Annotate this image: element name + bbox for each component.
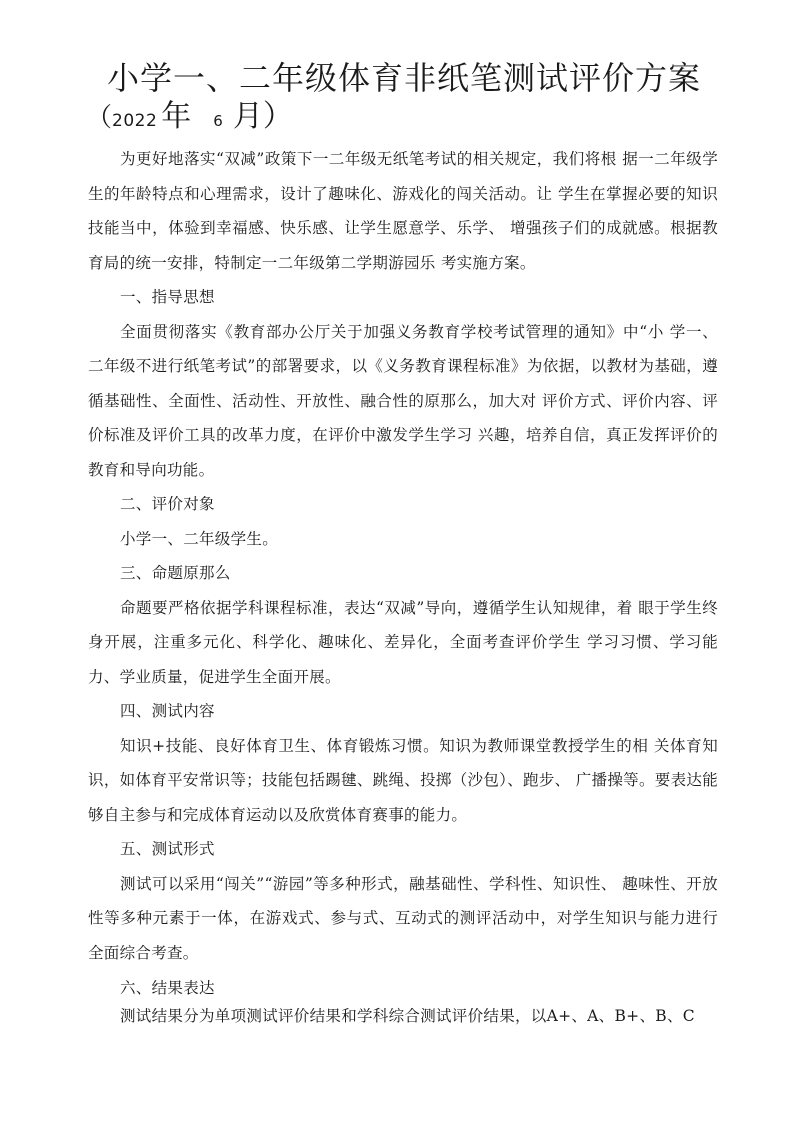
document-title: 小学一、二年级体育非纸笔测试评价方案 <box>107 59 702 97</box>
section-heading: 五、测试形式 <box>120 840 215 858</box>
intro-paragraph: 为更好地落实“双减”政策下一二年级无纸笔考试的相关规定，我们将根 据一二年级学生的年龄特点和心理需求，设计了趣味化、游戏化的闯关活动。让 学生在掌握必要的知识技能当中，体验到幸福感、快乐感、让学生愿意学、乐学、 增强孩子们的成就感。根据教育局的统一安排，特制定一二年级第二学期游园乐 考实施方案。 <box>88 150 718 272</box>
document-body <box>88 142 718 1030</box>
document-date <box>86 99 297 139</box>
section-heading: 三、命题原那么 <box>120 564 231 582</box>
section-paragraph: 全面贯彻落实《教育部办公厅关于加强义务教育学校考试管理的通知》中“小 学一、二年级不进行纸笔考试”的部署要求，以《义务教育课程标准》为依据，以教材为基础，遵循基础性、全面性、活动性、开放性、融合性的原那么，加大对 评价方式、评价内容、评价标准及评价工具的改革力度，在评价中激发学生学习 兴趣，培养自信，真正发挥评价的教育和导向功能。 <box>88 322 718 479</box>
section-heading: 二、评价对象 <box>120 495 215 513</box>
section-paragraph: 测试结果分为单项测试评价结果和学科综合测试评价结果，以A+、A、B+、B、C <box>120 1007 695 1025</box>
section-heading: 四、测试内容 <box>120 702 215 720</box>
date-month: 6 <box>213 112 223 130</box>
date-month-char: 月） <box>232 99 293 134</box>
section-paragraph: 小学一、二年级学生。 <box>120 529 279 548</box>
section-heading: 六、结果表达 <box>120 979 215 997</box>
section-heading: 一、指导思想 <box>120 288 215 306</box>
date-year: 2022 <box>112 111 158 131</box>
date-open-paren: （ <box>86 103 113 133</box>
section-paragraph: 命题要严格依据学科课程标准，表达“双减”导向，遵循学生认知规律，着 眼于学生终身开展，注重多元化、科学化、趣味化、差异化，全面考查评价学生 学习习惯、学习能力、学业质量，促进学生全面开展。 <box>88 598 718 686</box>
section-paragraph: 测试可以采用“闯关”“游园”等多种形式，融基础性、学科性、知识性、 趣味性、开放性等多种元素于一体，在游戏式、参与式、互动式的测评活动中，对学生知识与能力进行全面综合考查。 <box>88 874 718 962</box>
date-year-char: 年 <box>161 99 192 134</box>
section-paragraph: 知识+技能、良好体育卫生、体育锻炼习惯。知识为教师课堂教授学生的相 关体育知识，如体育平安常识等；技能包括踢毽、跳绳、投掷（沙包）、跑步、 广播操等。要表达能够自主参与和完成体育运动以及欣赏体育赛事的能力。 <box>88 736 718 824</box>
